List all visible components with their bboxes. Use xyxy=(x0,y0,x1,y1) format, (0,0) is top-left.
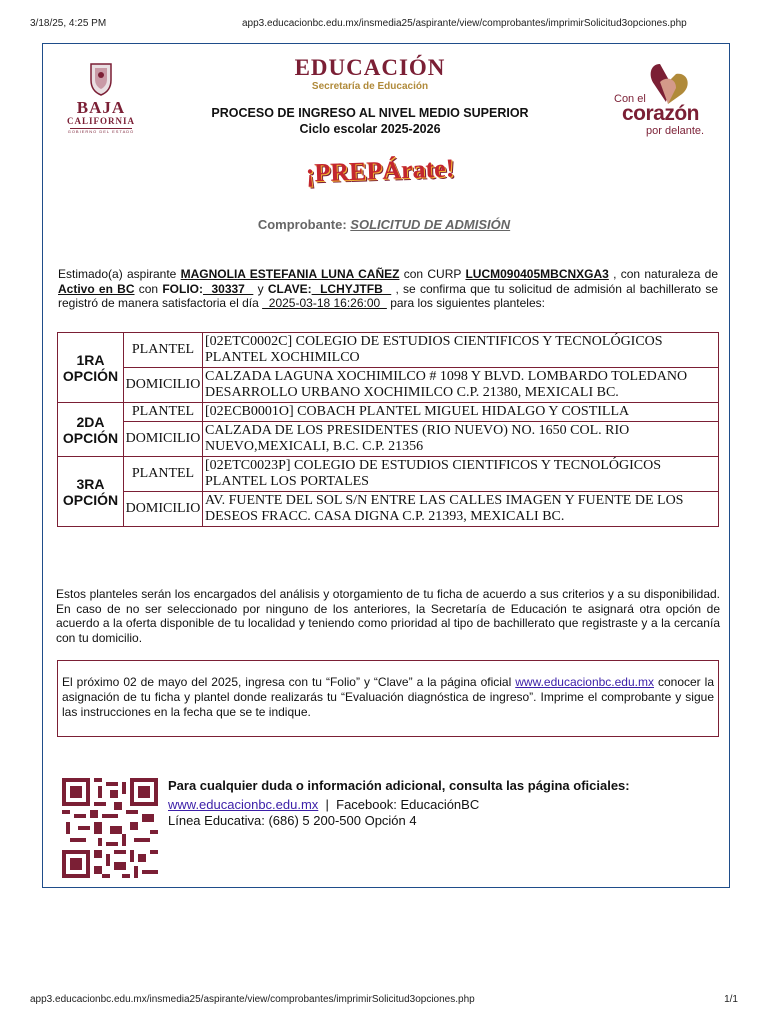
logo-california: CALIFORNIA xyxy=(66,116,135,126)
domicilio-label: DOMICILIO xyxy=(124,492,203,527)
option-1-domicilio: CALZADA LAGUNA XOCHIMILCO # 1098 Y BLVD. LOMBARDO TOLEDANO DESARROLLO URBANO XOCHIMILCO C.P. 21380, MEXICALI BC. xyxy=(203,368,719,403)
contact-site-link[interactable]: www.educacionbc.edu.mx xyxy=(168,797,319,812)
plantel-label: PLANTEL xyxy=(124,333,203,368)
folio-label: FOLIO: xyxy=(162,281,203,296)
applicant-name: MAGNOLIA ESTEFANIA LUNA CAÑEZ xyxy=(180,267,400,281)
facebook-text: Facebook: EducaciónBC xyxy=(336,797,480,812)
table-row xyxy=(58,422,719,457)
print-footer-url: app3.educacionbc.edu.mx/insmedia25/aspirante/view/comprobantes/imprimirSolicitud3opciones.php xyxy=(30,994,475,1005)
notice-text: El próximo 02 de mayo del 2025, ingresa con tu “Folio” y “Clave” a la página oficial www.educacionbc.edu.mx conocer la asignación de tu ficha y plantel donde realizarás tu “Evaluación diagnóstica de ingreso”. Imprime el comprobante y sigue las instrucciones en la fecha que se te indique. xyxy=(62,675,714,719)
print-header xyxy=(30,18,738,32)
plantel-label: PLANTEL xyxy=(124,457,203,492)
table-row xyxy=(58,403,719,422)
option-1-label: 1RA OPCIÓN xyxy=(58,333,124,403)
comprobante-heading xyxy=(150,217,618,232)
official-site-link[interactable]: www.educacionbc.edu.mx xyxy=(515,675,654,689)
table-row xyxy=(58,492,719,527)
notice-box xyxy=(57,660,719,737)
process-title: PROCESO DE INGRESO AL NIVEL MEDIO SUPERIOR xyxy=(211,106,529,120)
options-table xyxy=(57,332,719,527)
intro-paragraph: Estimado(a) aspirante MAGNOLIA ESTEFANIA LUNA CAÑEZ con CURP LUCM090405MBCNXGA3 , con naturaleza de Activo en BC con FOLIO: 30337 y CLAVE: LCHYJTFB , se confirma que tu solicitud de admisión al bachillerato se registró de manera satisfactoria el día 2025-03-18 16:26:00 para los siguientes planteles: xyxy=(58,267,719,310)
table-row xyxy=(58,333,719,368)
logo-por-delante: por delante. xyxy=(646,125,705,137)
preparate-slogan: ¡PREPÁrate! xyxy=(305,153,455,188)
option-3-domicilio: AV. FUENTE DEL SOL S/N ENTRE LAS CALLES IMAGEN Y FUENTE DE LOS DESEOS FRACC. CASA DIGNA C.P. 21393, MEXICALI BC. xyxy=(203,492,719,527)
print-datetime: 3/18/25, 4:25 PM xyxy=(30,18,107,29)
naturaleza-value: Activo en BC xyxy=(58,281,135,296)
coat-of-arms-icon xyxy=(88,62,114,96)
table-row xyxy=(58,368,719,403)
domicilio-label: DOMICILIO xyxy=(124,422,203,457)
baja-california-logo xyxy=(62,62,140,140)
curp-value: LUCM090405MBCNXGA3 xyxy=(465,267,609,281)
corazon-logo xyxy=(612,62,712,140)
comprobante-label: Comprobante: xyxy=(257,217,347,232)
folio-value: 30337 xyxy=(203,281,254,296)
table-row xyxy=(58,457,719,492)
option-2-label: 2DA OPCIÓN xyxy=(58,403,124,457)
domicilio-label: DOMICILIO xyxy=(124,368,203,403)
logo-baja: BAJA xyxy=(76,98,126,117)
page-number: 1/1 xyxy=(724,994,738,1005)
option-1-plantel: [02ETC0002C] COLEGIO DE ESTUDIOS CIENTIFICOS Y TECNOLÓGICOS PLANTEL XOCHIMILCO xyxy=(203,333,719,368)
planteles-note: Estos planteles serán los encargados del análisis y otorgamiento de tu ficha de acuerdo a sus criterios y a su disponibilidad. En caso de no ser seleccionado por ninguno de los anteriores, la Secretaría de Educación te asignará otra opción de acuerdo a la oferta disponible de tu localidad y teniendo como prioridad al tipo de bachillerato que registraste y a la cercanía con tu domicilio. xyxy=(56,587,720,645)
logo-gobierno: GOBIERNO DEL ESTADO xyxy=(67,129,135,134)
school-cycle: Ciclo escolar 2025-2026 xyxy=(299,122,441,136)
phone-line: Línea Educativa: (686) 5 200-500 Opción 4 xyxy=(168,813,417,828)
contact-title: Para cualquier duda o información adicional, consulta las página oficiales: xyxy=(168,778,630,793)
comprobante-type: SOLICITUD DE ADMISIÓN xyxy=(350,217,511,232)
logo-corazon: corazón xyxy=(622,102,700,125)
option-3-plantel: [02ETC0023P] COLEGIO DE ESTUDIOS CIENTIFICOS Y TECNOLÓGICOS PLANTEL LOS PORTALES xyxy=(203,457,719,492)
clave-value: LCHYJTFB xyxy=(311,281,392,296)
education-title: EDUCACIÓN xyxy=(294,55,446,80)
plantel-label: PLANTEL xyxy=(124,403,203,422)
contact-links: www.educacionbc.edu.mx | Facebook: EducaciónBC xyxy=(168,797,480,812)
print-url: app3.educacionbc.edu.mx/insmedia25/aspirante/view/comprobantes/imprimirSolicitud3opciones.php xyxy=(242,18,687,29)
registration-date: 2025-03-18 16:26:00 xyxy=(262,296,387,310)
clave-label: CLAVE: xyxy=(267,281,312,296)
option-2-plantel: [02ECB0001O] COBACH PLANTEL MIGUEL HIDALGO Y COSTILLA xyxy=(203,403,719,422)
option-3-label: 3RA OPCIÓN xyxy=(58,457,124,527)
print-footer xyxy=(30,994,738,1008)
qr-code-icon xyxy=(62,778,158,878)
education-subtitle: Secretaría de Educación xyxy=(311,81,429,92)
option-2-domicilio: CALZADA DE LOS PRESIDENTES (RIO NUEVO) NO. 1650 COL. RIO NUEVO,MEXICALI, B.C. C.P. 21356 xyxy=(203,422,719,457)
logo-con-el: Con el xyxy=(614,93,646,105)
